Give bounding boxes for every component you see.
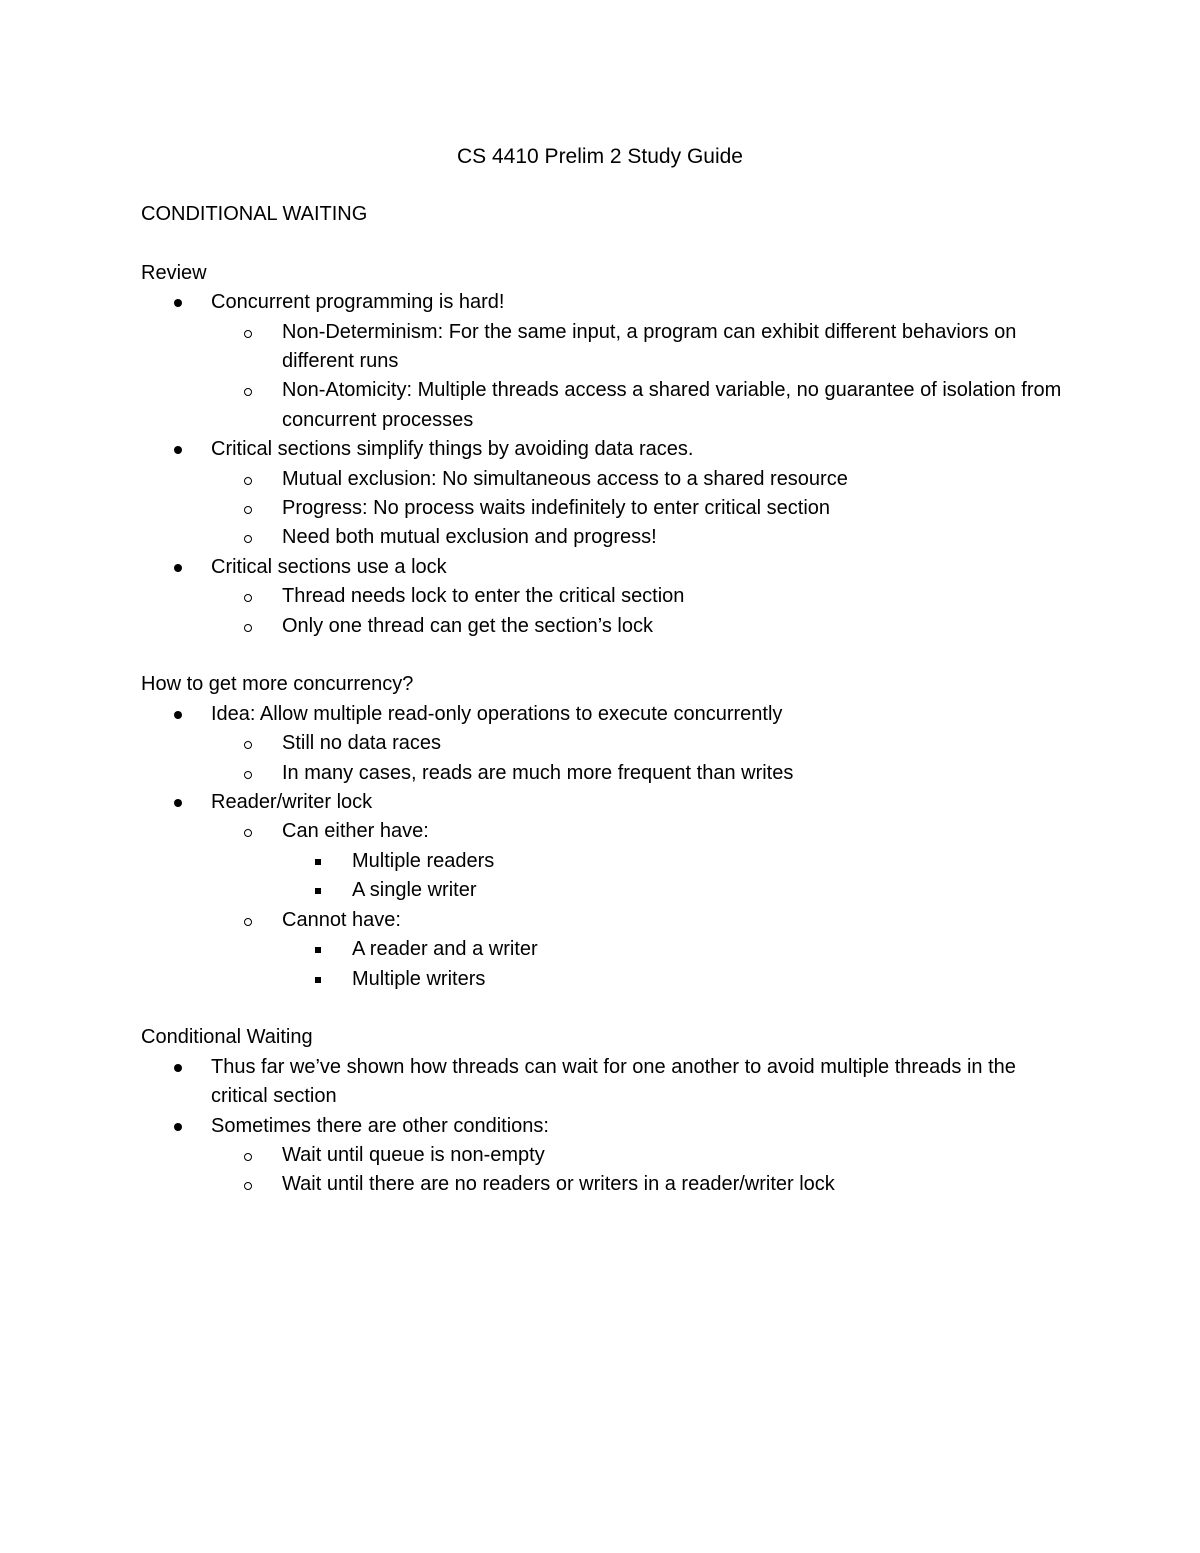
circle-bullet-icon — [211, 318, 251, 347]
circle-bullet-icon — [211, 1170, 251, 1199]
document-title: CS 4410 Prelim 2 Study Guide — [457, 145, 743, 168]
bullet-icon — [141, 1053, 181, 1082]
sub-list-item-text: Non-Atomicity: Multiple threads access a shared variable, no guarantee of isolation from concurrent processes — [282, 379, 1062, 431]
sub-list-item-text: Progress: No process waits indefinitely to enter critical section — [282, 497, 831, 520]
sub-list-item — [211, 729, 1071, 758]
sub-sub-list-item-text: Multiple readers — [352, 849, 495, 872]
review-heading: Review — [141, 261, 207, 284]
sub-list-item-text: Wait until queue is non-empty — [282, 1143, 545, 1166]
sub-list-item-text: Thread needs lock to enter the critical section — [282, 585, 685, 608]
bullet-icon — [141, 700, 181, 729]
sub-list-item-text: Only one thread can get the section’s lock — [282, 614, 653, 637]
list-item — [141, 1112, 1071, 1200]
list-item — [141, 435, 1071, 553]
sub-sub-list-item — [282, 876, 1071, 905]
circle-bullet-icon — [211, 1141, 251, 1170]
list-item-text: Thus far we’ve shown how threads can wait for one another to avoid multiple threads in the critical section — [211, 1055, 1016, 1108]
sub-list-item — [211, 906, 1071, 994]
sub-list-item — [211, 318, 1071, 377]
circle-bullet-icon — [211, 465, 251, 494]
sub-list-item-text: Need both mutual exclusion and progress! — [282, 526, 657, 549]
circle-bullet-icon — [211, 906, 251, 935]
document-body — [141, 200, 1071, 1200]
bullet-icon — [141, 288, 181, 317]
square-bullet-icon — [282, 965, 322, 994]
sub-list-item — [211, 612, 1071, 641]
sub-list-item-text: Mutual exclusion: No simultaneous access to a shared resource — [282, 467, 848, 490]
sub-list — [211, 1141, 1071, 1200]
sub-list-item-text: Wait until there are no readers or writers in a reader/writer lock — [282, 1173, 835, 1196]
bullet-icon — [141, 553, 181, 582]
conditional-waiting-heading: Conditional Waiting — [141, 1026, 313, 1049]
circle-bullet-icon — [211, 582, 251, 611]
sub-sub-list-item-text: A single writer — [352, 879, 477, 902]
square-bullet-icon — [282, 847, 322, 876]
sub-list-item-text: Non-Determinism: For the same input, a program can exhibit different behaviors on different runs — [282, 320, 1017, 372]
sub-list-item — [211, 523, 1071, 552]
circle-bullet-icon — [211, 523, 251, 552]
circle-bullet-icon — [211, 376, 251, 405]
conditional-waiting-section — [141, 1023, 1071, 1199]
list-item-text: Idea: Allow multiple read-only operations to execute concurrently — [211, 702, 783, 725]
sub-sub-list-item — [282, 935, 1071, 964]
sub-list-item — [211, 494, 1071, 523]
sub-list — [211, 817, 1071, 993]
list-item-text: Critical sections use a lock — [211, 555, 447, 578]
concurrency-section — [141, 670, 1071, 993]
sub-list — [211, 318, 1071, 436]
sub-sub-list-item-text: A reader and a writer — [352, 938, 538, 961]
sub-list-item-text: In many cases, reads are much more frequent than writes — [282, 761, 794, 784]
list-item-text: Critical sections simplify things by avoiding data races. — [211, 438, 694, 461]
circle-bullet-icon — [211, 612, 251, 641]
sub-sub-list-item — [282, 847, 1071, 876]
sub-list-item — [211, 376, 1071, 435]
sub-list-item — [211, 817, 1071, 905]
sub-sub-list — [282, 935, 1071, 994]
sub-sub-list — [282, 847, 1071, 906]
square-bullet-icon — [282, 935, 322, 964]
list-item — [141, 288, 1071, 435]
list-item-text: Reader/writer lock — [211, 791, 373, 814]
list-item — [141, 553, 1071, 641]
list-item — [141, 788, 1071, 994]
square-bullet-icon — [282, 876, 322, 905]
sub-list — [211, 465, 1071, 553]
circle-bullet-icon — [211, 729, 251, 758]
circle-bullet-icon — [211, 759, 251, 788]
bullet-icon — [141, 1112, 181, 1141]
list-item-text: Sometimes there are other conditions: — [211, 1114, 549, 1137]
sub-list-item-text: Cannot have: — [282, 908, 401, 931]
sub-list-item — [211, 465, 1071, 494]
circle-bullet-icon — [211, 494, 251, 523]
conditional-waiting-list — [141, 1053, 1071, 1200]
sub-list-item — [211, 1170, 1071, 1199]
review-list — [141, 288, 1071, 641]
sub-sub-list-item — [282, 965, 1071, 994]
sub-list — [211, 582, 1071, 641]
sub-list-item-text: Still no data races — [282, 732, 441, 755]
concurrency-heading: How to get more concurrency? — [141, 673, 414, 696]
section-heading: CONDITIONAL WAITING — [141, 203, 368, 225]
circle-bullet-icon — [211, 817, 251, 846]
list-item — [141, 700, 1071, 788]
concurrency-list — [141, 700, 1071, 994]
bullet-icon — [141, 788, 181, 817]
review-section — [141, 259, 1071, 641]
sub-list-item — [211, 582, 1071, 611]
list-item-text: Concurrent programming is hard! — [211, 291, 505, 314]
sub-list-item — [211, 1141, 1071, 1170]
sub-list-item — [211, 759, 1071, 788]
sub-list — [211, 729, 1071, 788]
sub-list-item-text: Can either have: — [282, 820, 429, 843]
bullet-icon — [141, 435, 181, 464]
sub-sub-list-item-text: Multiple writers — [352, 967, 486, 990]
list-item — [141, 1053, 1071, 1112]
